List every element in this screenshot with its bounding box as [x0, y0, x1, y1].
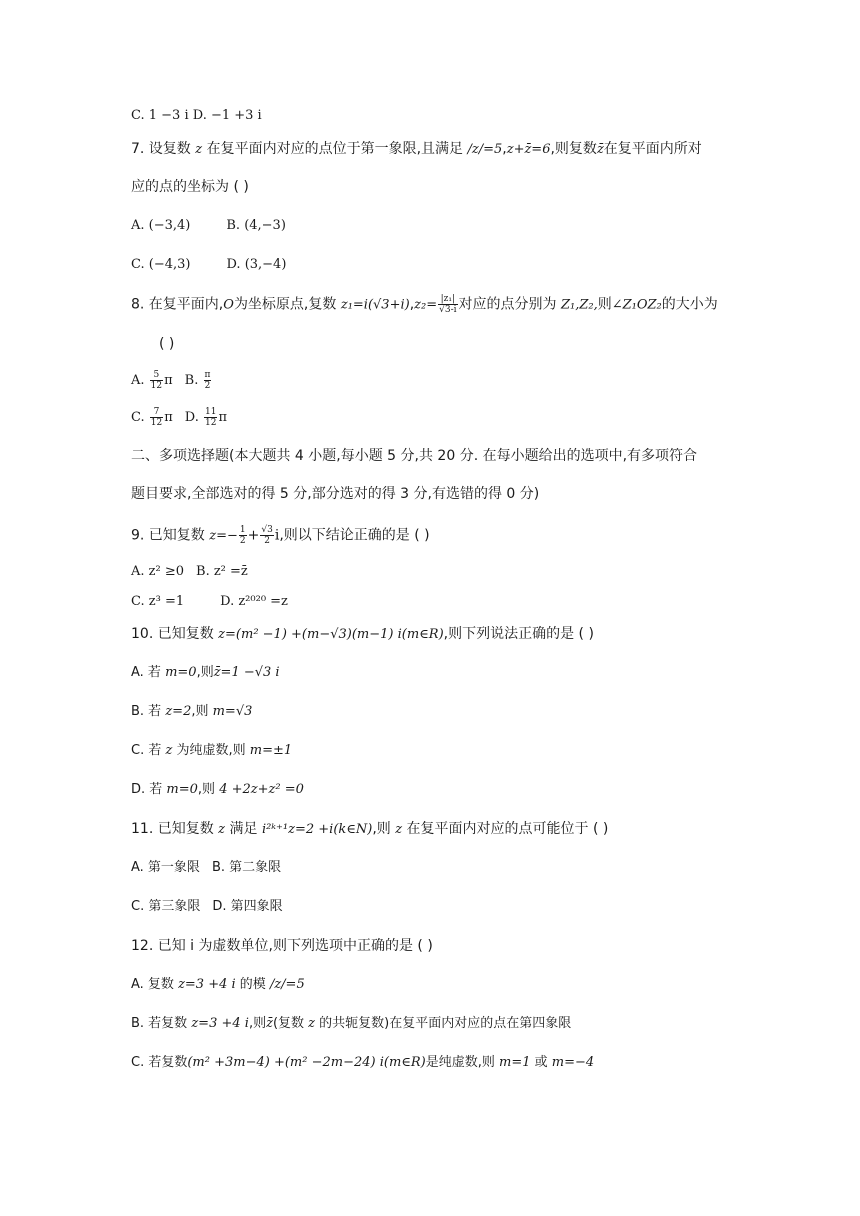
q7-option-a: A. (−3,4) [131, 218, 191, 233]
q7-option-d: D. (3,−4) [226, 257, 287, 272]
question-7-line-1: 7. 设复数 z 在复平面内对应的点位于第一象限,且满足 /z/=5,z+z̄=6,则复数z̄在复平面内所对 [131, 141, 702, 157]
q10-option-d: D. 若 m=0,则 4 +2z+z² =0 [131, 782, 304, 797]
q7-sum-condition: z+z̄=6 [506, 142, 551, 157]
q7-modulus-condition: /z/=5 [467, 142, 503, 157]
question-8-line-1: 8. 在复平面内,O为坐标原点,复数 z₁=i(√3+i),z₂= $\frac{\text{|z₁|}}{√3-i}$ 对应的点分别为 Z₁,Z₂,则∠Z₁OZ₂的大小为 [131, 294, 718, 315]
q11-option-d: D. 第四象限 [212, 899, 283, 914]
q12-option-c: C. 若复数(m² +3m−4) +(m² −2m−24) i(m∈R)是纯虚数,则 m=1 或 m=−4 [131, 1055, 595, 1070]
q6-options-text: C. 1 −3 i D. −1 +3 i [131, 108, 262, 123]
question-11: 11. 已知复数 z 满足 i²ᵏ⁺¹z=2 +i(k∈N),则 z 在复平面内对应的点可能位于 ( ) [131, 821, 609, 837]
q7-option-b: B. (4,−3) [226, 218, 286, 233]
var-z: z [195, 142, 203, 157]
q10-option-b: B. 若 z=2,则 m=√3 [131, 704, 253, 719]
q8-option-c-fraction: $\frac{7}{12}$ [150, 407, 163, 428]
question-9: 9. 已知复数 z=− $\frac{1}{2}$ + $\frac{√3}{2}$ i,则以下结论正确的是 ( ) [131, 525, 430, 546]
q11-option-c: C. 第三象限 [131, 899, 201, 914]
q9-options-ab [131, 562, 248, 582]
var-zbar: z̄ [596, 142, 604, 157]
q8-angle: ∠Z₁OZ₂ [611, 297, 662, 313]
q7-option-c: C. (−4,3) [131, 257, 191, 272]
q6-options-cd [131, 106, 262, 126]
q11-equation: i²ᵏ⁺¹z=2 +i(k∈N) [261, 822, 373, 837]
q8-options-ab: A. $\frac{5}{12}$ π B. $\frac{\pi}{2}$ [131, 370, 211, 391]
q8-z1: z₁=i(√3+i) [340, 297, 410, 313]
q9-option-d: D. z²⁰²⁰ =z [220, 594, 288, 609]
q8-points: Z₁,Z₂, [560, 297, 598, 313]
q9-option-b: B. z² =z̄ [196, 564, 248, 579]
q12-option-a: A. 复数 z=3 +4 i 的模 /z/=5 [131, 977, 305, 992]
q12-option-b: B. 若复数 z=3 +4 i,则z̄(复数 z 的共轭复数)在复平面内对应的点在第四象限 [131, 1016, 572, 1031]
q9-fraction-2: $\frac{√3}{2}$ [261, 525, 273, 546]
q8-option-b-fraction: $\frac{\pi}{2}$ [204, 370, 211, 391]
var-origin: O [223, 297, 234, 313]
q8-option-a-fraction: $\frac{5}{12}$ [150, 370, 163, 391]
q11-options-cd [131, 897, 283, 917]
question-10: 10. 已知复数 z=(m² −1) +(m−√3)(m−1) i(m∈R),则下列说法正确的是 ( ) [131, 626, 594, 642]
q8-option-d-fraction: $\frac{11}{12}$ [205, 407, 217, 428]
q11-option-a: A. 第一象限 [131, 860, 200, 875]
question-8-paren: ( ) [159, 336, 175, 352]
q8-z2-fraction: $\frac{\text{|z₁|}}{√3-i}$ [439, 294, 457, 315]
q10-expression: z=(m² −1) +(m−√3)(m−1) i(m∈R) [218, 627, 444, 642]
q7-options-ab [131, 216, 286, 236]
q10-option-c: C. 若 z 为纯虚数,则 m=±1 [131, 743, 293, 758]
q9-option-c: C. z³ =1 [131, 594, 185, 609]
question-7-line-2: 应的点的坐标为 ( ) [131, 179, 249, 195]
q7-options-cd [131, 255, 286, 275]
q9-fraction-1: $\frac{1}{2}$ [239, 525, 246, 546]
q10-option-a: A. 若 m=0,则z̄=1 −√3 i [131, 665, 280, 680]
q8-z2-lhs: z₂= [414, 297, 438, 313]
q8-options-cd: C. $\frac{7}{12}$ π D. $\frac{11}{12}$ π [131, 407, 227, 428]
section-2-heading-line-2: 题目要求,全部选对的得 5 分,部分选对的得 3 分,有选错的得 0 分) [131, 486, 540, 502]
q11-options-ab [131, 858, 281, 878]
q9-option-a: A. z² ≥0 [131, 564, 185, 579]
q9-options-cd [131, 592, 288, 612]
question-12: 12. 已知 i 为虚数单位,则下列选项中正确的是 ( ) [131, 938, 433, 954]
section-2-heading-line-1: 二、多项选择题(本大题共 4 小题,每小题 5 分,共 20 分. 在每小题给出的选项中,有多项符合 [131, 448, 698, 464]
q11-option-b: B. 第二象限 [211, 860, 282, 875]
